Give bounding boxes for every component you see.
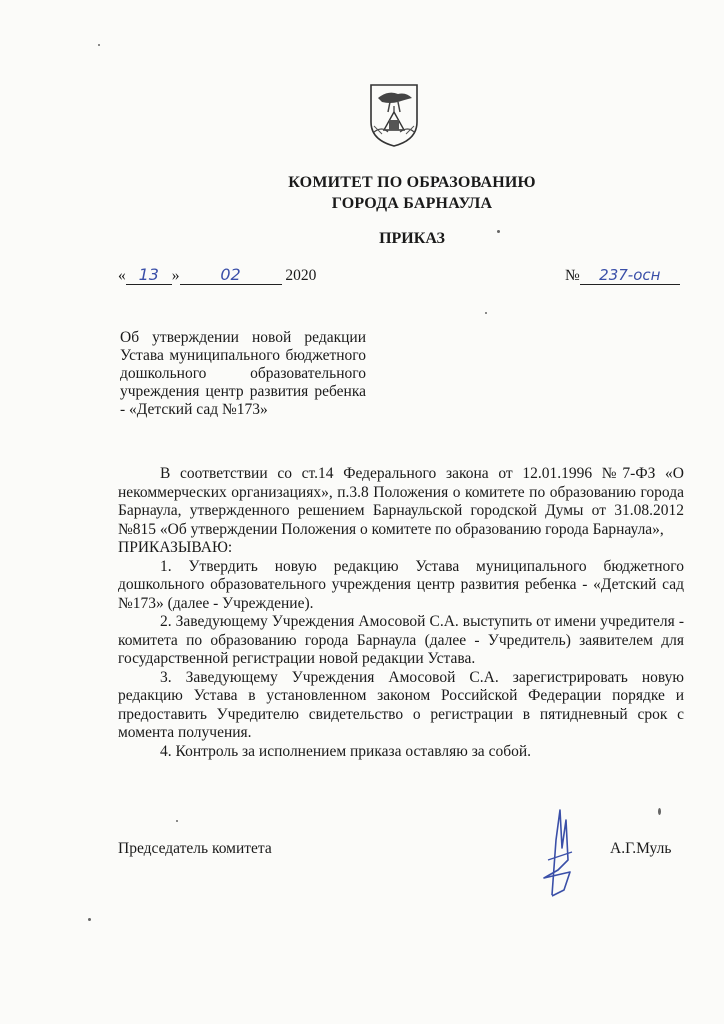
subject-heading: Об утверждении новой редакции Устава муниципального бюджетного дошкольного образовательного учреждения центр развития ребенка - «Детский сад №173»: [120, 329, 366, 418]
date-day-handwritten: 13: [126, 266, 172, 285]
order-item-2: 2. Заведующему Учреждения Амосовой С.А. выступить от имени учредителя - комитета по образованию города Барнаула (далее - Учредитель) заявителем для государственной регистрации новой редакции Устава.: [118, 613, 684, 667]
barnaul-coat-of-arms-emblem: [368, 82, 420, 148]
order-item-1: 1. Утвердить новую редакцию Устава муниципального бюджетного дошкольного образовательного учреждения центр развития ребенка - «Детский сад №173» (далее - Учреждение).: [118, 557, 684, 612]
paper-speck: [176, 820, 178, 822]
paper-speck: [88, 918, 91, 921]
organization-name: [200, 172, 624, 214]
paper-speck: [485, 312, 487, 314]
document-type-title: ПРИКАЗ: [379, 230, 445, 247]
order-item-3: 3. Заведующему Учреждения Амосовой С.А. зарегистрировать новую редакцию Устава в установленном законом Российской Федерации порядке и предоставить Учредителю свидетельство о регистрации в пятидневный срок с момента получения.: [118, 668, 684, 741]
paper-speck: [98, 44, 100, 46]
org-line-1: КОМИТЕТ ПО ОБРАЗОВАНИЮ: [288, 174, 536, 191]
paper-speck: [497, 230, 500, 233]
preamble-paragraph: В соответствии со ст.14 Федерального закона от 12.01.1996 №7-ФЗ «О некоммерческих организациях», п.3.8 Положения о комитете по образованию города Барнаула, утвержденного решением Барнаульской городской Думы от 31.08.2012 №815 «Об утверждении Положения о комитете по образованию города Барнаула»,: [118, 465, 684, 538]
handwritten-signature: [522, 800, 592, 900]
paper-speck: [658, 808, 661, 815]
order-number-handwritten: 237-осн: [580, 266, 680, 285]
date-open-quote: «: [118, 267, 126, 284]
signatory-name: А.Г.Муль: [610, 840, 672, 857]
date-line: [118, 266, 316, 285]
date-year: 2020: [285, 267, 317, 284]
document-body: [118, 465, 684, 761]
order-item-4: 4. Контроль за исполнением приказа оставляю за собой.: [160, 742, 532, 760]
number-line: [565, 266, 680, 285]
date-close-quote: »: [171, 267, 180, 284]
org-line-2: ГОРОДА БАРНАУЛА: [331, 195, 493, 212]
date-month-handwritten: 02: [180, 266, 282, 285]
number-sign: №: [565, 267, 580, 284]
order-word: ПРИКАЗЫВАЮ:: [118, 539, 233, 556]
signatory-position: Председатель комитета: [118, 840, 272, 857]
